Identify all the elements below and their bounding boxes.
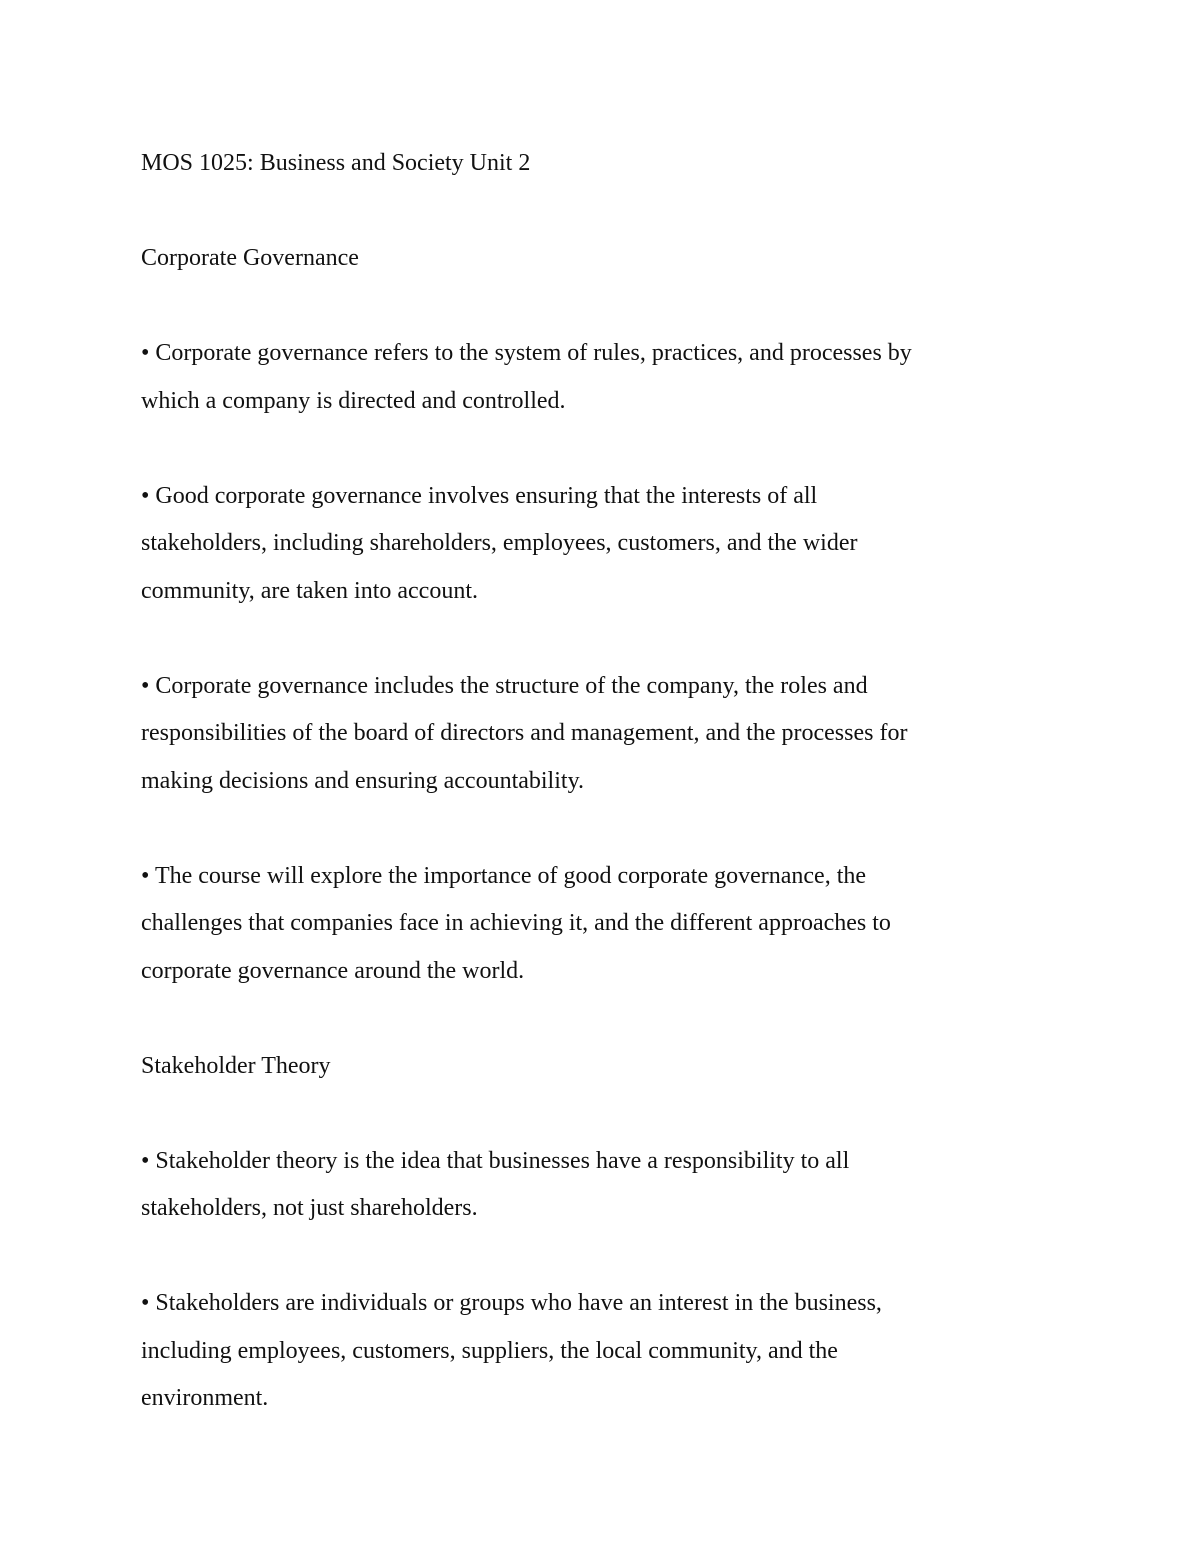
bullet-paragraph (141, 663, 1041, 806)
bullet-line: including employees, customers, suppliers, the local community, and the (141, 1337, 838, 1364)
bullet-line: • Stakeholder theory is the idea that businesses have a responsibility to all (141, 1147, 850, 1174)
bullet-line: stakeholders, not just shareholders. (141, 1195, 478, 1221)
bullet-line: • The course will explore the importance of good corporate governance, the (141, 862, 867, 889)
bullet-paragraph (141, 1138, 1041, 1233)
bullet-paragraph (141, 1280, 1041, 1423)
section-heading-stakeholder-theory (141, 1043, 1041, 1091)
document-title: MOS 1025: Business and Society Unit 2 (141, 150, 531, 176)
bullet-line: community, are taken into account. (141, 577, 478, 604)
bullet-line: challenges that companies face in achieving it, and the different approaches to (141, 910, 891, 936)
bullet-paragraph (141, 853, 1041, 996)
document-title-block (141, 140, 1041, 188)
document-body (141, 140, 1041, 1423)
bullet-line: • Stakeholders are individuals or groups who have an interest in the business, (141, 1290, 882, 1316)
section-heading: Stakeholder Theory (141, 1052, 331, 1079)
bullet-line: • Good corporate governance involves ensuring that the interests of all (141, 482, 818, 509)
bullet-line: • Corporate governance refers to the system of rules, practices, and processes by (141, 340, 912, 366)
section-heading: Corporate Governance (141, 245, 359, 271)
section-heading-corporate-governance (141, 235, 1041, 283)
bullet-line: which a company is directed and controlled. (141, 387, 566, 414)
bullet-line: corporate governance around the world. (141, 957, 525, 984)
bullet-line: stakeholders, including shareholders, employees, customers, and the wider (141, 530, 858, 556)
bullet-line: environment. (141, 1385, 269, 1411)
bullet-line: • Corporate governance includes the structure of the company, the roles and (141, 672, 868, 699)
bullet-paragraph (141, 330, 1041, 425)
bullet-paragraph (141, 473, 1041, 616)
bullet-line: responsibilities of the board of directors and management, and the processes for (141, 720, 908, 746)
bullet-line: making decisions and ensuring accountability. (141, 767, 585, 794)
